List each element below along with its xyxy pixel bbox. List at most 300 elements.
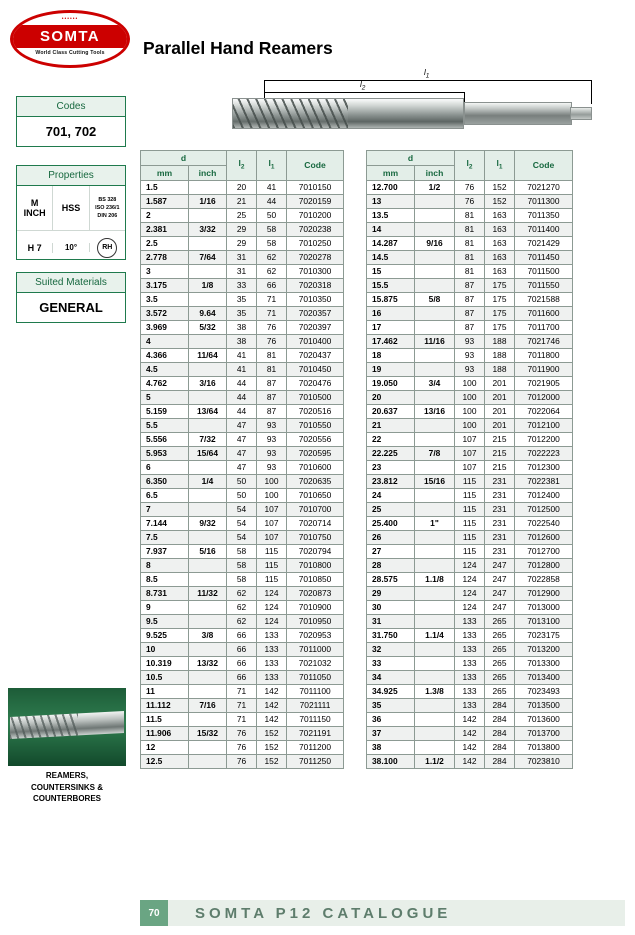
cell-mm: 8.5 <box>141 573 189 587</box>
cell-l1: 163 <box>485 265 515 279</box>
table-row <box>367 559 573 573</box>
cell-mm: 14.5 <box>367 251 415 265</box>
cell-mm: 5.5 <box>141 419 189 433</box>
cell-code: 7020238 <box>287 223 344 237</box>
cell-inch: 1/8 <box>189 279 227 293</box>
cell-l2: 33 <box>227 279 257 293</box>
properties-row-1 <box>17 186 125 230</box>
cell-code: 7010400 <box>287 335 344 349</box>
cell-l2: 142 <box>455 755 485 769</box>
cell-mm: 31 <box>367 615 415 629</box>
cell-code: 7011200 <box>287 741 344 755</box>
cell-l1: 133 <box>257 643 287 657</box>
table-row <box>141 363 344 377</box>
cell-l2: 100 <box>455 377 485 391</box>
cell-inch: 1/4 <box>189 475 227 489</box>
cell-inch <box>415 587 455 601</box>
cell-inch <box>415 279 455 293</box>
cell-inch <box>415 615 455 629</box>
cell-l1: 142 <box>257 713 287 727</box>
cell-mm: 8.731 <box>141 587 189 601</box>
cell-l2: 66 <box>227 671 257 685</box>
cell-inch: 11/64 <box>189 349 227 363</box>
cell-mm: 6.350 <box>141 475 189 489</box>
cell-mm: 12.5 <box>141 755 189 769</box>
cell-l1: 124 <box>257 587 287 601</box>
cell-l1: 87 <box>257 391 287 405</box>
cell-code: 7010650 <box>287 489 344 503</box>
logo-tagline: World Class Cutting Tools <box>35 50 105 56</box>
cell-l2: 71 <box>227 713 257 727</box>
cell-mm: 4.762 <box>141 377 189 391</box>
table-row <box>141 377 344 391</box>
cell-mm: 11.906 <box>141 727 189 741</box>
cell-inch: 7/32 <box>189 433 227 447</box>
table-row <box>141 223 344 237</box>
cell-mm: 7.5 <box>141 531 189 545</box>
catalogue-title: SOMTA P12 CATALOGUE <box>195 904 452 922</box>
logo-band <box>13 25 127 48</box>
table-row <box>141 307 344 321</box>
table-row <box>367 405 573 419</box>
table-row <box>367 209 573 223</box>
cell-l2: 124 <box>455 601 485 615</box>
cell-inch: 13/32 <box>189 657 227 671</box>
table-row <box>141 545 344 559</box>
cell-l2: 44 <box>227 391 257 405</box>
cell-l1: 62 <box>257 265 287 279</box>
cell-mm: 7.144 <box>141 517 189 531</box>
table-row <box>141 293 344 307</box>
cell-l1: 247 <box>485 559 515 573</box>
cell-l1: 215 <box>485 433 515 447</box>
cell-code: 7021746 <box>515 335 573 349</box>
cell-mm: 10 <box>141 643 189 657</box>
cell-code: 7010200 <box>287 209 344 223</box>
cell-code: 7013500 <box>515 699 573 713</box>
cell-mm: 4.366 <box>141 349 189 363</box>
cell-mm: 38 <box>367 741 415 755</box>
spec-table-right <box>366 150 573 769</box>
cell-code: 7022223 <box>515 447 573 461</box>
cell-l1: 215 <box>485 447 515 461</box>
cell-mm: 34 <box>367 671 415 685</box>
cell-l1: 107 <box>257 531 287 545</box>
table-row <box>141 265 344 279</box>
cell-l1: 133 <box>257 657 287 671</box>
table-row <box>367 377 573 391</box>
cell-inch <box>189 293 227 307</box>
cell-code: 7010600 <box>287 461 344 475</box>
table-row <box>367 503 573 517</box>
cell-code: 7012600 <box>515 531 573 545</box>
cell-l2: 62 <box>227 587 257 601</box>
hand-cell <box>90 238 125 258</box>
table-row <box>367 643 573 657</box>
cell-code: 7011600 <box>515 307 573 321</box>
spec-table-left-head <box>141 151 344 181</box>
header-mm: mm <box>141 166 189 181</box>
reamer-shank <box>464 102 572 125</box>
cell-l2: 38 <box>227 321 257 335</box>
cell-code: 7013100 <box>515 615 573 629</box>
cell-l1: 265 <box>485 685 515 699</box>
table-row <box>141 475 344 489</box>
cell-mm: 30 <box>367 601 415 615</box>
cell-l2: 115 <box>455 489 485 503</box>
cell-l2: 107 <box>455 433 485 447</box>
cell-inch <box>189 741 227 755</box>
cell-l1: 247 <box>485 573 515 587</box>
standards-cell <box>90 186 125 230</box>
cell-inch <box>189 335 227 349</box>
cell-mm: 16 <box>367 307 415 321</box>
cell-code: 7020397 <box>287 321 344 335</box>
cell-l2: 31 <box>227 251 257 265</box>
cell-l1: 231 <box>485 531 515 545</box>
cell-l2: 81 <box>455 251 485 265</box>
cell-inch <box>189 559 227 573</box>
cell-l1: 163 <box>485 251 515 265</box>
cell-code: 7020437 <box>287 349 344 363</box>
table-row <box>367 461 573 475</box>
cell-l2: 25 <box>227 209 257 223</box>
table-row <box>141 321 344 335</box>
cell-l1: 66 <box>257 279 287 293</box>
cell-mm: 38.100 <box>367 755 415 769</box>
cell-code: 7020357 <box>287 307 344 321</box>
cell-inch <box>415 307 455 321</box>
cell-l2: 115 <box>455 545 485 559</box>
cell-l2: 76 <box>227 755 257 769</box>
table-row <box>367 335 573 349</box>
product-photo-caption <box>8 770 126 805</box>
cell-l1: 87 <box>257 377 287 391</box>
material-cell <box>17 186 53 230</box>
cell-code: 7012500 <box>515 503 573 517</box>
table-row <box>367 279 573 293</box>
cell-l1: 107 <box>257 517 287 531</box>
table-row <box>141 447 344 461</box>
cell-l1: 247 <box>485 601 515 615</box>
cell-code: 7010250 <box>287 237 344 251</box>
cell-mm: 11 <box>141 685 189 699</box>
cell-l1: 231 <box>485 545 515 559</box>
cell-code: 7020714 <box>287 517 344 531</box>
cell-l2: 71 <box>227 685 257 699</box>
cell-mm: 27 <box>367 545 415 559</box>
cell-l2: 71 <box>227 699 257 713</box>
codes-panel-value: 701, 702 <box>45 124 97 139</box>
cell-l1: 231 <box>485 475 515 489</box>
table-row <box>141 741 344 755</box>
logo-dots: •••••• <box>61 16 79 22</box>
table-row <box>141 433 344 447</box>
table-row <box>367 195 573 209</box>
cell-l1: 163 <box>485 209 515 223</box>
table-row <box>141 615 344 629</box>
table-row <box>367 363 573 377</box>
cell-inch: 1.3/8 <box>415 685 455 699</box>
cell-l2: 100 <box>455 405 485 419</box>
cell-code: 7010300 <box>287 265 344 279</box>
cell-code: 7020794 <box>287 545 344 559</box>
cell-inch: 1.1/4 <box>415 629 455 643</box>
cell-inch: 13/64 <box>189 405 227 419</box>
cell-inch <box>189 489 227 503</box>
cell-mm: 3.572 <box>141 307 189 321</box>
cell-l2: 31 <box>227 265 257 279</box>
cell-l2: 115 <box>455 531 485 545</box>
table-row <box>367 251 573 265</box>
cell-l2: 124 <box>455 573 485 587</box>
cell-l2: 115 <box>455 517 485 531</box>
materials-panel-heading: Suited Materials <box>17 273 125 293</box>
header-l1: $l_1$ <box>485 151 515 181</box>
cell-inch <box>415 741 455 755</box>
cell-inch <box>189 643 227 657</box>
table-row <box>141 587 344 601</box>
cell-l1: 133 <box>257 629 287 643</box>
cell-l1: 152 <box>257 741 287 755</box>
table-row <box>367 433 573 447</box>
cell-inch <box>415 503 455 517</box>
cell-inch: 5/16 <box>189 545 227 559</box>
cell-l2: 124 <box>455 559 485 573</box>
material-line-2: INCH <box>23 208 46 218</box>
header-code: Code <box>287 151 344 181</box>
cell-l2: 44 <box>227 405 257 419</box>
cell-l1: 142 <box>257 685 287 699</box>
cell-l2: 35 <box>227 293 257 307</box>
cell-l1: 100 <box>257 475 287 489</box>
cell-inch: 13/16 <box>415 405 455 419</box>
table-row <box>367 685 573 699</box>
table-row <box>141 237 344 251</box>
dim-label-l1: $l_1$ <box>424 68 430 80</box>
table-row <box>367 713 573 727</box>
cell-code: 7020318 <box>287 279 344 293</box>
cell-mm: 2.778 <box>141 251 189 265</box>
cell-inch <box>189 461 227 475</box>
cell-code: 7012400 <box>515 489 573 503</box>
cell-l1: 93 <box>257 461 287 475</box>
cell-inch <box>189 265 227 279</box>
cell-code: 7010700 <box>287 503 344 517</box>
table-row <box>141 335 344 349</box>
cell-code: 7011050 <box>287 671 344 685</box>
cell-mm: 34.925 <box>367 685 415 699</box>
cell-inch <box>189 363 227 377</box>
cell-l1: 124 <box>257 615 287 629</box>
cell-l2: 87 <box>455 321 485 335</box>
cell-mm: 6 <box>141 461 189 475</box>
cell-l1: 175 <box>485 321 515 335</box>
cell-code: 7013400 <box>515 671 573 685</box>
cell-mm: 15.5 <box>367 279 415 293</box>
cell-code: 7021905 <box>515 377 573 391</box>
header-row-group <box>367 151 573 166</box>
cell-code: 7011500 <box>515 265 573 279</box>
cell-mm: 1.587 <box>141 195 189 209</box>
cell-inch <box>189 573 227 587</box>
cell-code: 7011300 <box>515 195 573 209</box>
cell-mm: 32 <box>367 643 415 657</box>
cell-l1: 284 <box>485 727 515 741</box>
cell-code: 7013000 <box>515 601 573 615</box>
cell-inch: 1" <box>415 517 455 531</box>
cell-code: 7010350 <box>287 293 344 307</box>
cell-inch <box>415 643 455 657</box>
cell-inch <box>415 391 455 405</box>
cell-l2: 107 <box>455 447 485 461</box>
cell-l1: 188 <box>485 349 515 363</box>
cell-code: 7022064 <box>515 405 573 419</box>
cell-l2: 50 <box>227 475 257 489</box>
cell-l2: 133 <box>455 657 485 671</box>
cell-code: 7010450 <box>287 363 344 377</box>
cell-inch: 7/8 <box>415 447 455 461</box>
cell-inch <box>415 657 455 671</box>
cell-l1: 142 <box>257 699 287 713</box>
cell-l2: 41 <box>227 349 257 363</box>
cell-code: 7021111 <box>287 699 344 713</box>
cell-l2: 133 <box>455 643 485 657</box>
table-row <box>367 657 573 671</box>
cell-l1: 81 <box>257 363 287 377</box>
cell-code: 7010750 <box>287 531 344 545</box>
cell-inch <box>189 601 227 615</box>
cell-inch: 15/64 <box>189 447 227 461</box>
cell-mm: 15.875 <box>367 293 415 307</box>
suited-materials-panel <box>16 272 126 323</box>
cell-mm: 17 <box>367 321 415 335</box>
cell-code: 7011900 <box>515 363 573 377</box>
table-row <box>141 531 344 545</box>
cell-l2: 133 <box>455 629 485 643</box>
cell-code: 7010550 <box>287 419 344 433</box>
dim-tick-l2-right <box>464 92 465 102</box>
cell-code: 7012900 <box>515 587 573 601</box>
cell-l1: 163 <box>485 237 515 251</box>
cell-mm: 3.969 <box>141 321 189 335</box>
cell-l1: 175 <box>485 293 515 307</box>
cell-inch: 1/2 <box>415 181 455 195</box>
cell-code: 7011150 <box>287 713 344 727</box>
table-row <box>367 615 573 629</box>
cell-code: 7013800 <box>515 741 573 755</box>
cell-inch <box>415 251 455 265</box>
cell-mm: 19.050 <box>367 377 415 391</box>
cell-l2: 100 <box>455 391 485 405</box>
cell-mm: 11.112 <box>141 699 189 713</box>
cell-l1: 231 <box>485 489 515 503</box>
cell-l2: 133 <box>455 671 485 685</box>
table-row <box>367 223 573 237</box>
cell-l2: 62 <box>227 601 257 615</box>
cell-mm: 14 <box>367 223 415 237</box>
table-row <box>141 573 344 587</box>
cell-inch <box>415 265 455 279</box>
cell-mm: 9.5 <box>141 615 189 629</box>
cell-inch: 11/32 <box>189 587 227 601</box>
table-row <box>367 531 573 545</box>
cell-l1: 58 <box>257 237 287 251</box>
cell-inch <box>189 237 227 251</box>
cell-inch <box>415 727 455 741</box>
cell-code: 7010800 <box>287 559 344 573</box>
table-row <box>367 671 573 685</box>
cell-mm: 31.750 <box>367 629 415 643</box>
cell-l1: 175 <box>485 307 515 321</box>
cell-mm: 20 <box>367 391 415 405</box>
cell-l2: 29 <box>227 237 257 251</box>
cell-inch <box>189 419 227 433</box>
cell-l1: 284 <box>485 741 515 755</box>
cell-mm: 12.700 <box>367 181 415 195</box>
cell-l1: 50 <box>257 209 287 223</box>
standard-iso: ISO 236/1 <box>95 204 120 211</box>
header-code: Code <box>515 151 573 181</box>
cell-l1: 284 <box>485 713 515 727</box>
table-row <box>367 181 573 195</box>
cell-l2: 38 <box>227 335 257 349</box>
cell-mm: 35 <box>367 699 415 713</box>
header-row-group <box>141 151 344 166</box>
cell-l1: 201 <box>485 391 515 405</box>
table-row <box>367 573 573 587</box>
cell-mm: 2.381 <box>141 223 189 237</box>
dim-tick-l1-right <box>591 80 592 104</box>
cell-inch: 9/32 <box>189 517 227 531</box>
cell-l2: 54 <box>227 503 257 517</box>
table-row <box>367 475 573 489</box>
table-row <box>367 419 573 433</box>
cell-mm: 17.462 <box>367 335 415 349</box>
cell-l2: 66 <box>227 643 257 657</box>
spec-table-left <box>140 150 344 769</box>
header-d: d <box>367 151 455 166</box>
table-row <box>141 489 344 503</box>
table-row <box>367 447 573 461</box>
cell-mm: 2 <box>141 209 189 223</box>
cell-l2: 47 <box>227 419 257 433</box>
cell-l1: 265 <box>485 643 515 657</box>
cell-inch: 7/64 <box>189 251 227 265</box>
cell-l1: 44 <box>257 195 287 209</box>
cell-mm: 7 <box>141 503 189 517</box>
cell-code: 7020595 <box>287 447 344 461</box>
cell-l2: 81 <box>455 237 485 251</box>
cell-code: 7011450 <box>515 251 573 265</box>
materials-panel-value: GENERAL <box>39 300 103 315</box>
cell-l1: 93 <box>257 433 287 447</box>
cell-l1: 115 <box>257 559 287 573</box>
cell-l1: 201 <box>485 377 515 391</box>
cell-code: 7021429 <box>515 237 573 251</box>
table-row <box>367 517 573 531</box>
cell-mm: 4.5 <box>141 363 189 377</box>
somta-logo <box>10 10 130 72</box>
header-l2: $l_2$ <box>227 151 257 181</box>
cell-mm: 26 <box>367 531 415 545</box>
cell-l2: 133 <box>455 685 485 699</box>
cell-inch <box>189 671 227 685</box>
table-row <box>367 237 573 251</box>
cell-l1: 247 <box>485 587 515 601</box>
cell-l2: 115 <box>455 503 485 517</box>
cell-mm: 24 <box>367 489 415 503</box>
